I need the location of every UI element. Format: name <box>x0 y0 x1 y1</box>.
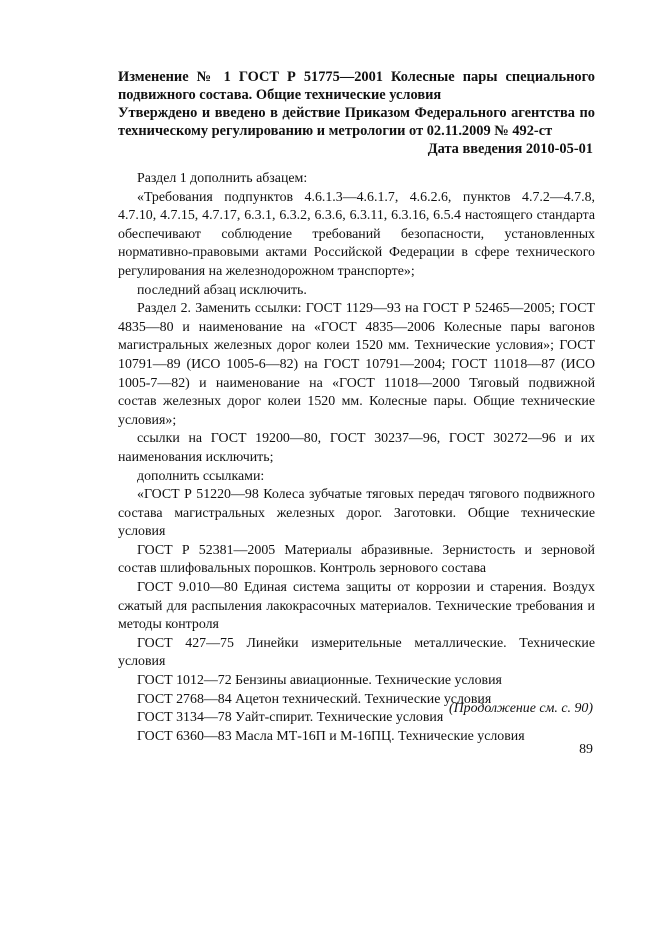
paragraph: ГОСТ Р 52381—2005 Материалы абразивные. Зернистость и зерновой состав шлифовальных порошков. Контроль зернового состава <box>118 542 595 577</box>
paragraph: ГОСТ 1012—72 Бензины авиационные. Технические условия <box>137 673 502 689</box>
paragraph: дополнить ссылками: <box>137 468 265 484</box>
paragraph: Раздел 1 дополнить абзацем: <box>137 171 308 186</box>
paragraph: «ГОСТ Р 51220—98 Колеса зубчатые тяговых передач тягового подвижного состава магистральных железных дорог. Заготовки. Общие технические условия <box>118 487 595 540</box>
page-number: 89 <box>579 742 593 757</box>
paragraph: последний абзац исключить. <box>137 282 307 298</box>
paragraph: ГОСТ 6360—83 Масла МТ-16П и М-16ПЦ. Технические условия <box>137 728 525 744</box>
paragraph: «Требования подпунктов 4.6.1.3—4.6.1.7, 4.6.2.6, пунктов 4.7.2—4.7.8, 4.7.10, 4.7.15, 4.7.17, 6.3.1, 6.3.2, 6.3.6, 6.3.11, 6.3.16, 6.5.4 настоящего стандарта обеспечивают соблюдение требований безопасности, установленных нормативно-правовыми актами Российской Федерации в сфере технического регулирования на железнодорожном транспорте»; <box>118 189 595 279</box>
approval-statement: Утверждено и введено в действие Приказом Федерального агентства по техническому регулированию и метрологии от 02.11.2009 № 492-ст <box>118 105 595 139</box>
paragraph: ссылки на ГОСТ 19200—80, ГОСТ 30237—96, ГОСТ 30272—96 и их наименования исключить; <box>118 431 595 465</box>
paragraph: ГОСТ 2768—84 Ацетон технический. Технические условия <box>137 691 492 707</box>
continuation-note: (Продолжение см. с. 90) <box>448 701 593 716</box>
amendment-title: Изменение № 1 ГОСТ Р 51775—2001 Колесные пары специального подвижного состава. Общие технические условия <box>118 69 595 103</box>
paragraph: ГОСТ 427—75 Линейки измерительные металлические. Технические условия <box>118 635 595 670</box>
effective-date: Дата введения 2010-05-01 <box>427 141 593 157</box>
paragraph: ГОСТ 9.010—80 Единая система защиты от коррозии и старения. Воздух сжатый для распыления лакокрасочных материалов. Технические требования и методы контроля <box>118 580 595 633</box>
paragraph: Раздел 2. Заменить ссылки: ГОСТ 1129—93 на ГОСТ Р 52465—2005; ГОСТ 4835—80 и наименование на «ГОСТ 4835—2006 Колесные пары вагонов магистральных железных дорог колеи 1520 мм. Технические условия»; ГОСТ 10791—89 (ИСО 1005-6—82) на ГОСТ 10791—2004; ГОСТ 11018—87 (ИСО 1005-7—82) и наименование на «ГОСТ 11018—2000 Тяговый подвижной состав железных дорог колеи 1520 мм. Колесные пары. Общие технические условия»; <box>118 301 595 428</box>
amendment-body <box>118 170 595 746</box>
paragraph: ГОСТ 3134—78 Уайт-спирит. Технические условия <box>137 710 444 726</box>
